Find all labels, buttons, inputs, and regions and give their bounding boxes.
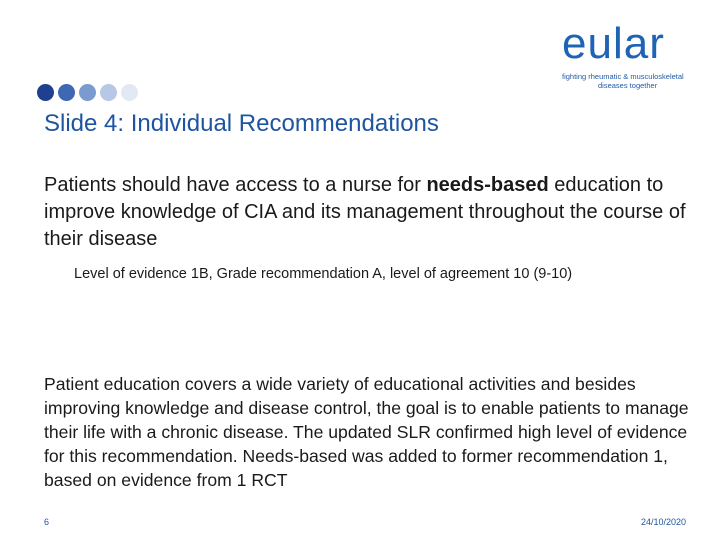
decorative-dot [100,84,117,101]
page-number: 6 [44,517,50,527]
eular-logo [562,19,702,90]
logo-tagline-line1: fighting rheumatic & musculoskeletal [562,72,684,81]
slide-title: Slide 4: Individual Recommendations [44,110,439,137]
recommendation-statement [44,172,704,253]
decorative-dot [121,84,138,101]
logo-tagline [562,72,702,90]
statement-text-end: education to improve knowledge of CIA and its management throughout the course of their disease [44,174,686,250]
decorative-dot [58,84,75,101]
decorative-dots [37,84,138,101]
slide-date: 24/10/2020 [640,517,686,527]
evidence-level: Level of evidence 1B, Grade recommendation A, level of agreement 10 (9-10) [74,266,573,282]
decorative-dot [37,84,54,101]
statement-text: Patients should have access to a nurse for [44,174,427,196]
decorative-dot [79,84,96,101]
rationale-paragraph: Patient education covers a wide variety of educational activities and besides improving knowledge and disease control, the goal is to enable patients to manage their life with a chronic disease. The updated SLR confirmed high level of evidence for this recommendation. Needs-based was added to former recommendation 1, based on evidence from 1 RCT [44,374,689,490]
logo-wordmark: eular [562,19,665,68]
logo-tagline-line2: diseases together [598,81,658,90]
statement-emphasis: needs-based [426,174,549,196]
